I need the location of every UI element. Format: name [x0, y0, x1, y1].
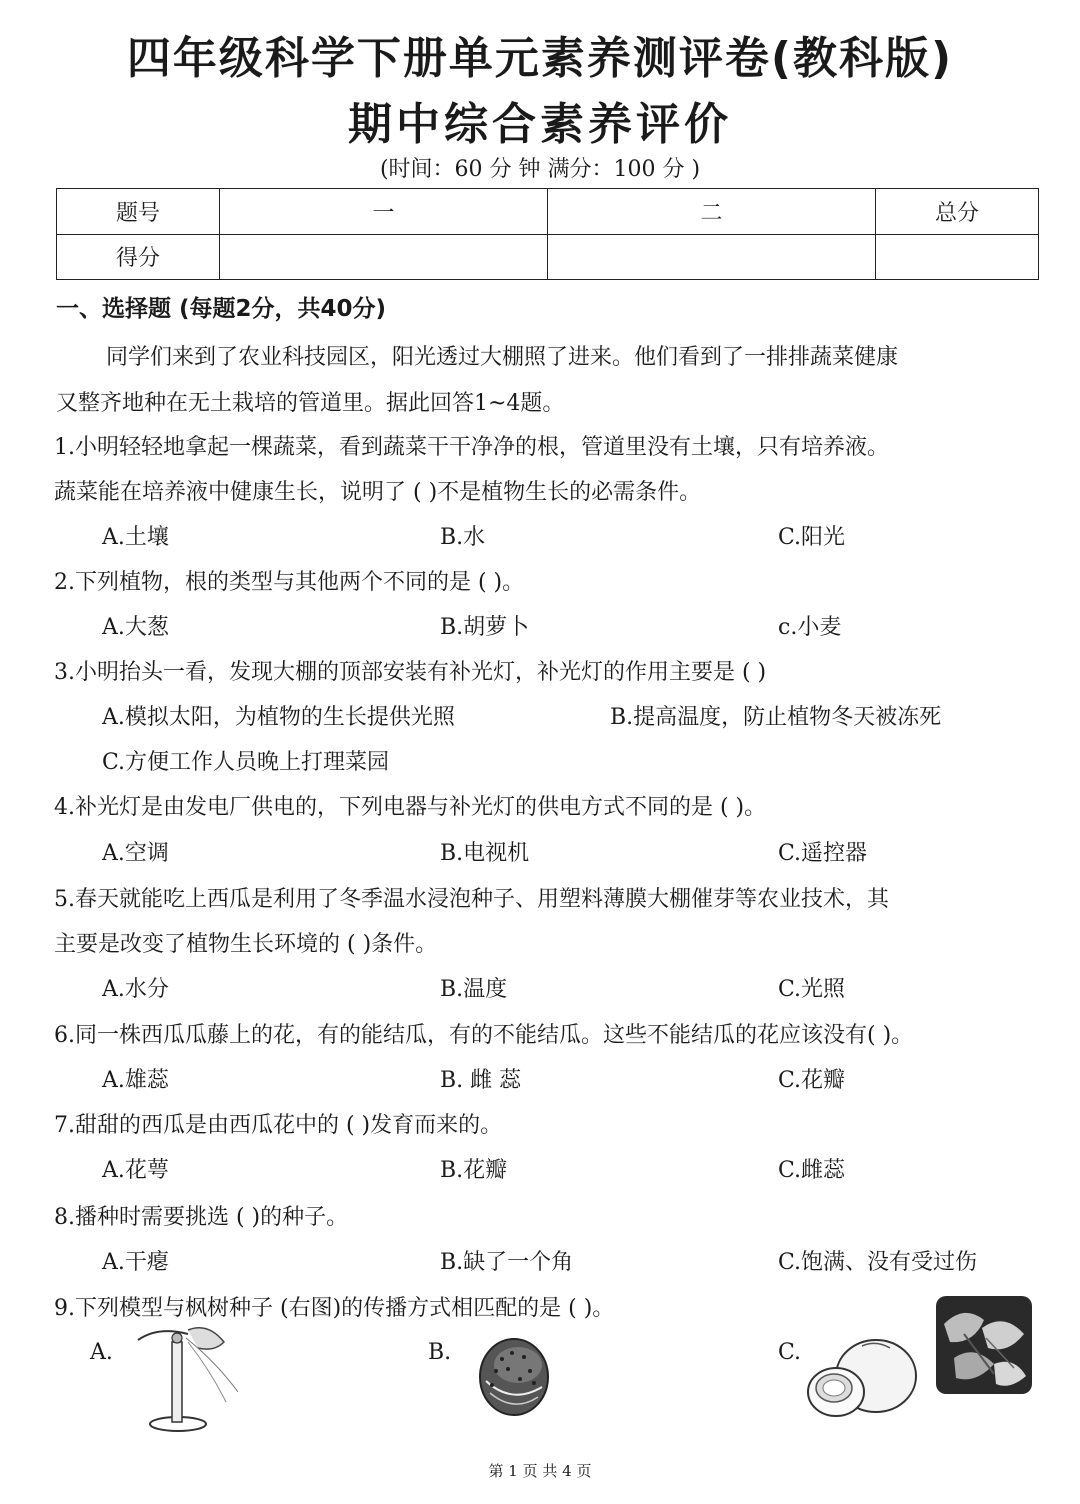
question-5-text: 5.春天就能吃上西瓜是利用了冬季温水浸泡种子、用塑料薄膜大棚催芽等农业技术，其	[54, 887, 889, 912]
question-5-option-a[interactable]: A.水分	[102, 977, 169, 1002]
question-4-option-a[interactable]: A.空调	[102, 841, 169, 866]
question-4-text: 4.补光灯是由发电厂供电的，下列电器与补光灯的供电方式不同的是 ( )。	[54, 795, 767, 820]
question-1-option-b[interactable]: B.水	[440, 525, 486, 550]
question-7-option-b[interactable]: B.花瓣	[440, 1158, 508, 1183]
page-footer: 第 1 页 共 4 页	[488, 1462, 592, 1480]
question-3-text: 3.小明抬头一看，发现大棚的顶部安装有补光灯，补光灯的作用主要是 ( )	[54, 660, 767, 685]
question-8-option-c[interactable]: C.饱满、没有受过伤	[778, 1250, 978, 1275]
parachute-model-image	[128, 1312, 248, 1434]
exam-subtitle-title: 期中综合素养评价	[348, 99, 732, 150]
question-3-option-a[interactable]: A.模拟太阳，为植物的生长提供光照	[102, 705, 455, 730]
question-4-option-b[interactable]: B.电视机	[440, 841, 530, 866]
score-entry-cell[interactable]	[876, 234, 1039, 280]
intro-paragraph-line: 同学们来到了农业科技园区，阳光透过大棚照了进来。他们看到了一排排蔬菜健康	[106, 345, 899, 370]
question-6-option-a[interactable]: A.雄蕊	[102, 1068, 169, 1093]
question-7-option-c[interactable]: C.雌蕊	[778, 1158, 846, 1183]
question-2-option-c[interactable]: c.小麦	[778, 615, 842, 640]
exam-title: 四年级科学下册单元素养测评卷(教科版)	[126, 33, 954, 84]
score-table-cell: 二	[548, 189, 876, 235]
question-2-option-a[interactable]: A.大葱	[102, 615, 169, 640]
question-1-option-c[interactable]: C.阳光	[778, 525, 846, 550]
question-8-option-a[interactable]: A.干瘪	[102, 1250, 169, 1275]
question-4-option-c[interactable]: C.遥控器	[778, 841, 868, 866]
score-table-cell: 一	[220, 189, 548, 235]
score-table	[56, 188, 1039, 280]
question-6-option-c[interactable]: C.花瓣	[778, 1068, 846, 1093]
question-8-option-b[interactable]: B.缺了一个角	[440, 1250, 574, 1275]
question-6-option-b[interactable]: B. 雌 蕊	[440, 1068, 522, 1093]
coconut-model-image	[804, 1336, 920, 1420]
question-5-option-c[interactable]: C.光照	[778, 977, 846, 1002]
question-7-text: 7.甜甜的西瓜是由西瓜花中的 ( )发育而来的。	[54, 1113, 503, 1138]
question-7-option-a[interactable]: A.花萼	[102, 1158, 169, 1183]
burr-seed-model-image	[472, 1335, 558, 1419]
question-5-text: 主要是改变了植物生长环境的 ( )条件。	[54, 932, 438, 957]
question-1-option-a[interactable]: A.土壤	[102, 525, 169, 550]
section-heading: 一、选择题 (每题2分，共40分)	[56, 296, 387, 322]
score-table-header-row	[57, 189, 1039, 235]
question-3-option-c[interactable]: C.方便工作人员晚上打理菜园	[102, 750, 390, 775]
question-6-text: 6.同一株西瓜瓜藤上的花，有的能结瓜，有的不能结瓜。这些不能结瓜的花应该没有( )。	[54, 1023, 914, 1048]
score-entry-cell[interactable]	[220, 234, 548, 280]
question-9-option-c[interactable]: C.	[778, 1340, 802, 1365]
score-entry-cell[interactable]	[548, 234, 876, 280]
question-1-text: 1.小明轻轻地拿起一棵蔬菜，看到蔬菜干干净净的根，管道里没有土壤，只有培养液。	[54, 435, 889, 460]
score-table-cell: 题号	[57, 189, 220, 235]
question-2-option-b[interactable]: B.胡萝卜	[440, 615, 530, 640]
question-2-text: 2.下列植物，根的类型与其他两个不同的是 ( )。	[54, 570, 525, 595]
question-3-option-b[interactable]: B.提高温度，防止植物冬天被冻死	[610, 705, 942, 730]
score-table-score-row	[57, 234, 1039, 280]
time-and-score-info: (时间：60 分 钟 满分：100 分 )	[379, 157, 701, 182]
question-9-option-a[interactable]: A.	[90, 1340, 113, 1365]
question-9-option-b[interactable]: B.	[428, 1340, 452, 1365]
question-5-option-b[interactable]: B.温度	[440, 977, 508, 1002]
maple-seed-photo	[934, 1294, 1034, 1396]
intro-paragraph-line: 又整齐地种在无土栽培的管道里。据此回答1~4题。	[56, 391, 565, 416]
question-8-text: 8.播种时需要挑选 ( )的种子。	[54, 1205, 349, 1230]
score-table-cell: 总分	[876, 189, 1039, 235]
question-1-text: 蔬菜能在培养液中健康生长，说明了 ( )不是植物生长的必需条件。	[54, 480, 702, 505]
score-table-cell: 得分	[57, 234, 220, 280]
question-9-text: 9.下列模型与枫树种子 (右图)的传播方式相匹配的是 ( )。	[54, 1296, 615, 1321]
